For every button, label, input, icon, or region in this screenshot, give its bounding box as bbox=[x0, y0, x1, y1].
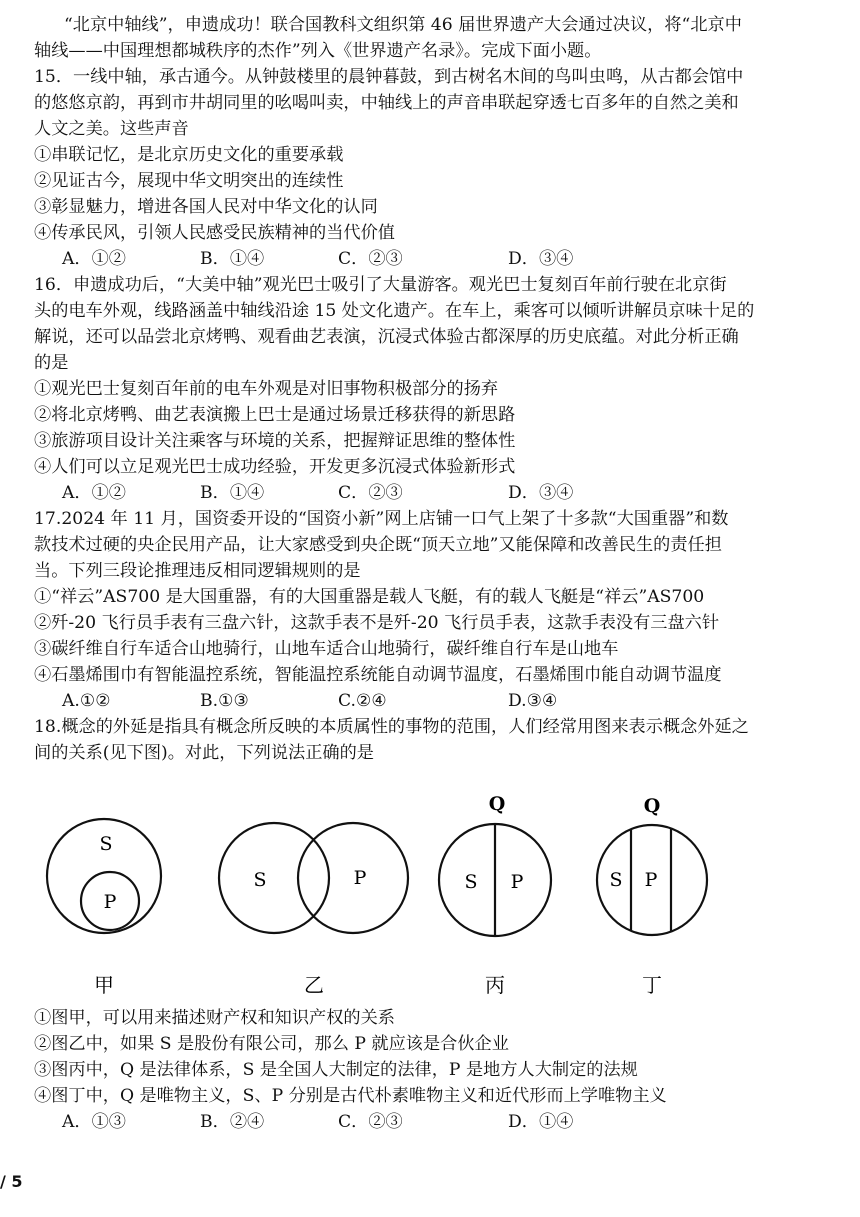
q16-item-3: ③旅游项目设计关注乘客与环境的关系，把握辩证思维的整体性 bbox=[34, 431, 516, 451]
diagram-ding bbox=[597, 795, 707, 997]
q16-stem-4: 的是 bbox=[34, 353, 69, 373]
q16-stem-3: 解说，还可以品尝北京烤鸭、观看曲艺表演，沉浸式体验古都深厚的历史底蕴。对此分析正确 bbox=[34, 327, 739, 347]
q16-stem-2: 头的电车外观，线路涵盖中轴线沿途 15 处文化遗产。在车上，乘客可以倾听讲解员京味十足的 bbox=[34, 301, 755, 321]
q16-option-a[interactable]: A．①② bbox=[62, 483, 126, 503]
q16-item-4: ④人们可以立足观光巴士成功经验，开发更多沉浸式体验新形式 bbox=[34, 457, 516, 477]
yi-caption: 乙 bbox=[304, 973, 324, 997]
q16-options bbox=[34, 480, 850, 506]
ding-label-q: Q bbox=[643, 795, 661, 817]
q16-stem-1: 16．申遗成功后，“大美中轴”观光巴士吸引了大量游客。观光巴士复刻百年前行驶在北京街 bbox=[34, 275, 727, 295]
q17-item-4: ④石墨烯围巾有智能温控系统，智能温控系统能自动调节温度，石墨烯围巾能自动调节温度 bbox=[34, 665, 722, 685]
q17-stem-2: 款技术过硬的央企民用产品，让大家感受到央企既“顶天立地”又能保障和改善民生的责任担 bbox=[34, 535, 722, 555]
q18-option-d[interactable]: D．①④ bbox=[508, 1112, 574, 1132]
q17-stem-3: 当。下列三段论推理违反相同逻辑规则的是 bbox=[34, 561, 361, 581]
question-16 bbox=[34, 272, 850, 506]
ding-label-p: P bbox=[644, 869, 658, 891]
q16-option-c[interactable]: C．②③ bbox=[338, 483, 403, 503]
jia-caption: 甲 bbox=[94, 973, 114, 997]
q15-stem-1: 15．一线中轴，承古通今。从钟鼓楼里的晨钟暮鼓，到古树名木间的鸟叫虫鸣，从古都会馆中 bbox=[34, 67, 744, 87]
q15-options bbox=[34, 246, 850, 272]
q18-item-1: ①图甲，可以用来描述财产权和知识产权的关系 bbox=[34, 1008, 395, 1028]
q18-options bbox=[34, 1109, 850, 1135]
page-number: / 5 bbox=[0, 1172, 23, 1191]
q18-item-2: ②图乙中，如果 S 是股份有限公司，那么 P 就应该是合伙企业 bbox=[34, 1034, 509, 1054]
q18-option-b[interactable]: B．②④ bbox=[200, 1112, 265, 1132]
q15-option-b[interactable]: B．①④ bbox=[200, 249, 265, 269]
q16-option-d[interactable]: D．③④ bbox=[508, 483, 574, 503]
diagram-bing bbox=[439, 793, 551, 997]
q17-item-1: ①“祥云”AS700 是大国重器，有的大国重器是载人飞艇，有的载人飞艇是“祥云”AS700 bbox=[34, 587, 705, 607]
bing-label-p: P bbox=[510, 871, 524, 893]
diagram-jia bbox=[47, 819, 161, 997]
q17-option-c[interactable]: C.②④ bbox=[338, 691, 387, 711]
concept-extension-diagram bbox=[34, 774, 850, 999]
q18-stem-2: 间的关系(见下图)。对此，下列说法正确的是 bbox=[34, 743, 374, 763]
intro-line-2: 轴线——中国理想都城秩序的杰作”列入《世界遗产名录》。完成下面小题。 bbox=[34, 41, 602, 61]
q15-item-1: ①串联记忆，是北京历史文化的重要承载 bbox=[34, 145, 344, 165]
exam-page bbox=[34, 12, 850, 1135]
intro-line-1: “北京中轴线”，申遗成功！联合国教科文组织第 46 届世界遗产大会通过决议，将“北京中 bbox=[64, 15, 742, 35]
q15-item-4: ④传承民风，引领人民感受民族精神的当代价值 bbox=[34, 223, 395, 243]
q17-option-b[interactable]: B.①③ bbox=[200, 691, 249, 711]
yi-label-s: S bbox=[253, 869, 267, 891]
q15-option-d[interactable]: D．③④ bbox=[508, 249, 574, 269]
q15-stem-3: 人文之美。这些声音 bbox=[34, 119, 189, 139]
question-18 bbox=[34, 714, 850, 1135]
q17-option-a[interactable]: A.①② bbox=[62, 691, 111, 711]
yi-label-p: P bbox=[353, 867, 367, 889]
q17-option-d[interactable]: D.③④ bbox=[508, 691, 558, 711]
bing-label-q: Q bbox=[488, 793, 506, 815]
q16-item-2: ②将北京烤鸭、曲艺表演搬上巴士是通过场景迁移获得的新思路 bbox=[34, 405, 516, 425]
q17-item-2: ②歼-20 飞行员手表有三盘六针，这款手表不是歼-20 飞行员手表，这款手表没有三盘六针 bbox=[34, 613, 720, 633]
question-17 bbox=[34, 506, 850, 714]
q17-stem-1: 17.2024 年 11 月，国资委开设的“国资小新”网上店铺一口气上架了十多款“大国重器”和数 bbox=[34, 509, 729, 529]
q17-options bbox=[34, 688, 850, 714]
q16-item-1: ①观光巴士复刻百年前的电车外观是对旧事物积极部分的扬弃 bbox=[34, 379, 499, 399]
ding-label-s: S bbox=[609, 869, 623, 891]
q18-option-c[interactable]: C．②③ bbox=[338, 1112, 403, 1132]
q18-stem-1: 18.概念的外延是指具有概念所反映的本质属性的事物的范围，人们经常用图来表示概念外延之 bbox=[34, 717, 749, 737]
q18-item-4: ④图丁中，Q 是唯物主义，S、P 分别是古代朴素唯物主义和近代形而上学唯物主义 bbox=[34, 1086, 667, 1106]
q17-item-3: ③碳纤维自行车适合山地骑行，山地车适合山地骑行，碳纤维自行车是山地车 bbox=[34, 639, 619, 659]
q16-option-b[interactable]: B．①④ bbox=[200, 483, 265, 503]
q15-item-2: ②见证古今，展现中华文明突出的连续性 bbox=[34, 171, 344, 191]
diagram-yi bbox=[219, 823, 408, 997]
q18-option-a[interactable]: A．①③ bbox=[62, 1112, 126, 1132]
q15-option-a[interactable]: A．①② bbox=[62, 249, 126, 269]
q15-item-3: ③彰显魅力，增进各国人民对中华文化的认同 bbox=[34, 197, 378, 217]
q15-stem-2: 的悠悠京韵，再到市井胡同里的吆喝叫卖，中轴线上的声音串联起穿透七百多年的自然之美和 bbox=[34, 93, 739, 113]
jia-label-s: S bbox=[99, 833, 113, 855]
bing-caption: 丙 bbox=[485, 973, 505, 997]
jia-label-p: P bbox=[103, 891, 117, 913]
venn-diagrams bbox=[34, 774, 850, 999]
ding-caption: 丁 bbox=[642, 973, 662, 997]
question-15 bbox=[34, 64, 850, 272]
q18-item-3: ③图丙中，Q 是法律体系，S 是全国人大制定的法律，P 是地方人大制定的法规 bbox=[34, 1060, 638, 1080]
bing-label-s: S bbox=[464, 871, 478, 893]
q15-option-c[interactable]: C．②③ bbox=[338, 249, 403, 269]
